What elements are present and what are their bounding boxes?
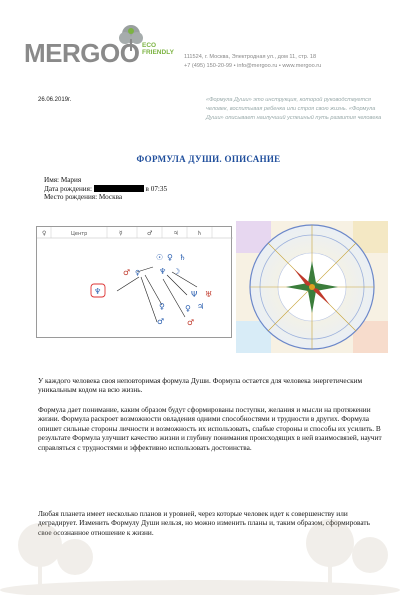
chart-symbol-9: Ψ — [191, 290, 198, 299]
document-date: 26.06.2019г. — [38, 97, 72, 103]
chart-symbol-11: ♀ — [159, 302, 165, 311]
chart-symbol-14: ♂ — [157, 317, 165, 326]
footer-background-illustration — [0, 505, 417, 595]
chart-header-saturn: ♄ — [197, 230, 203, 237]
contact-address: 111524, г. Москва, Электродная ул., дом 11, стр. 18 — [184, 54, 317, 60]
contact-phone-email: +7 (495) 150-20-99 • info@mergoo.ru • www.mergoo.ru — [184, 63, 322, 69]
chart-symbol-13: ♃ — [197, 302, 205, 311]
astro-wheel-image — [236, 221, 388, 353]
soul-formula-chart — [36, 226, 232, 338]
chart-header-venus: ♀ — [42, 230, 47, 237]
company-contacts — [184, 53, 321, 71]
person-info — [44, 176, 167, 202]
chart-header-mercury: ☿ — [119, 230, 123, 237]
logo-text: MERGOO — [24, 38, 140, 68]
chart-symbol-2: ♂ — [123, 268, 131, 277]
chart-symbol-15: ♂ — [187, 318, 195, 327]
chart-symbol-12: ♀ — [185, 304, 191, 313]
person-birth: Дата рождения: в 07:35 — [44, 184, 168, 193]
chart-symbol-8: ☽ — [173, 267, 181, 276]
chart-symbol-7: ♆ — [159, 267, 167, 276]
chart-header-mars: ♂ — [147, 230, 153, 237]
chart-header-center: Центр — [71, 231, 88, 237]
mergoo-logo — [24, 24, 174, 76]
chart-symbol-10: ♅ — [205, 290, 213, 299]
logo-eco-friendly: ECO FRIENDLY — [142, 42, 174, 56]
intro-quote: «Формула Души» это инструкция, которой руководствуется человек, воспитывая ребенка или строя свою жизнь. «Формула Души» описывает наилучший успешный путь развития человека — [206, 97, 382, 121]
redacted-date — [94, 185, 144, 192]
chart-symbol-6: ♄ — [179, 253, 187, 262]
paragraph-planets: Любая планета имеет несколько планов и уровней, через которые человек идет к совершенству или деградирует. Изменить Формулу Души нельзя, но можно изменить планы и, таким образом, сформировать свое осознанное отношение к жизни. — [38, 509, 370, 537]
paragraph-formula: Формула дает понимание, каким образом будут сформированы поступки, желания и мысли на протяжении жизни. Формула раскроет возможности овладения одними способностями и трудности в других. Формула опишет сильные стороны личности и возможность их использовать, слабые стороны и способы их усилить. В результате Формула улучшит качество жизни и глубину понимания происходящих в ней взаимосвязей, научит справляться с трудностями и эффективно использовать достоинства. — [38, 405, 382, 452]
chart-symbol-4: ☉ — [156, 253, 164, 262]
page-title: ФОРМУЛА ДУШИ. ОПИСАНИЕ — [136, 154, 281, 164]
chart-header-jupiter: ♃ — [173, 230, 179, 237]
paragraph-intro: У каждого человека своя неповторимая формула Души. Формула остается для человека энергетическим уникальным кодом на всю жизнь. — [38, 376, 363, 395]
person-name: Имя: Мария — [44, 176, 82, 184]
person-place: Место рождения: Москва — [44, 193, 123, 202]
chart-symbol-1: ♆ — [94, 287, 102, 296]
chart-symbol-5: ♀ — [167, 253, 173, 262]
chart-symbol-3: ♀ — [135, 269, 141, 277]
